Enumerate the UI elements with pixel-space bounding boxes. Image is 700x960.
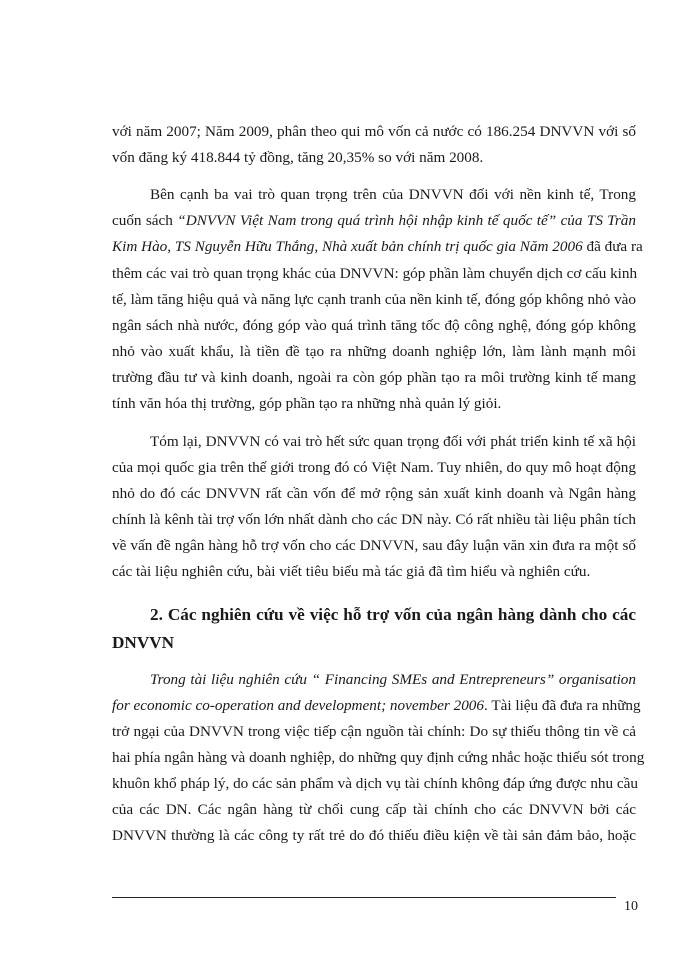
- paragraph-line: [112, 237, 643, 257]
- paragraph-line: trường đầu tư và kinh doanh, ngoài ra còn góp phần tạo ra môi trường kinh tế mang: [112, 369, 636, 386]
- footer-divider: [112, 897, 616, 898]
- paragraph-line: hai phía ngân hàng và doanh nghiệp, do những quy định cứng nhắc hoặc thiếu sót trong: [112, 749, 645, 766]
- paragraph-line: tính văn hóa thị trường, góp phần tạo ra những nhà quản lý giỏi.: [112, 395, 502, 412]
- source-title-italic: Trong tài liệu nghiên cứu “ Financing SMEs and Entrepreneurs” organisation: [150, 671, 636, 688]
- page-number: 10: [624, 899, 638, 914]
- paragraph-line: nhỏ vào xuất khẩu, là tiền đề tạo ra những doanh nghiệp lớn, làm lành mạnh môi: [112, 343, 636, 360]
- paragraph-line: của mọi quốc gia trên thế giới trong đó có Việt Nam. Tuy nhiên, do quy mô hoạt động: [112, 459, 636, 476]
- paragraph-line: Tóm lại, DNVVN có vai trò hết sức quan trọng đối với phát triển kinh tế xã hội: [150, 433, 636, 450]
- paragraph-line: vốn đăng ký 418.844 tỷ đồng, tăng 20,35% so với năm 2008.: [112, 149, 484, 166]
- plain-text: đã đưa ra: [582, 238, 643, 255]
- paragraph-line: khuôn khổ pháp lý, do các sản phẩm và dịch vụ tài chính không đáp ứng được nhu cầu: [112, 775, 638, 792]
- plain-text: . Tài liệu đã đưa ra những: [484, 697, 641, 714]
- paragraph-line: Bên cạnh ba vai trò quan trọng trên của DNVVN đối với nền kinh tế, Trong: [150, 186, 636, 203]
- paragraph-line: tế, làm tăng hiệu quả và năng lực cạnh tranh của nền kinh tế, đóng góp không nhỏ vào: [112, 291, 636, 308]
- book-title-italic: “DNVVN Việt Nam trong quá trình hội nhập kinh tế quốc tế” của TS Trần: [177, 212, 636, 229]
- source-publisher-italic: for economic co-operation and development; november 2006: [112, 697, 484, 714]
- paragraph-line: DNVVN thường là các công ty rất trẻ do đó thiếu điều kiện về tài sản đảm bảo, hoặc: [112, 827, 636, 844]
- paragraph-line: [112, 696, 641, 716]
- paragraph-line: các tài liệu nghiên cứu, bài viết tiêu biểu mà tác giả đã tìm hiểu và nghiên cứu.: [112, 563, 591, 580]
- paragraph-line: ngân sách nhà nước, đóng góp vào quá trình tăng tốc độ công nghệ, đóng góp không: [112, 317, 636, 334]
- book-author-italic: Kim Hào, TS Nguyễn Hữu Thắng, Nhà xuất bản chính trị quốc gia Năm 2006: [112, 238, 583, 255]
- section-heading-continuation: DNVVN: [112, 633, 175, 652]
- paragraph-line: nhỏ do đó các DNVVN rất cần vốn để mở rộng sản xuất kinh doanh và Ngân hàng: [112, 485, 636, 502]
- paragraph-line: với năm 2007; Năm 2009, phân theo qui mô vốn cả nước có 186.254 DNVVN với số: [112, 123, 636, 140]
- paragraph-line: của các DN. Các ngân hàng từ chối cung cấp tài chính cho các DNVVN bởi các: [112, 801, 636, 818]
- paragraph-line: [112, 211, 636, 231]
- paragraph-line: chính là kênh tài trợ vốn lớn nhất dành cho các DN này. Có rất nhiều tài liệu phân tích: [112, 511, 636, 528]
- plain-text: cuốn sách: [112, 212, 178, 229]
- paragraph-line: trở ngại của DNVVN trong việc tiếp cận nguồn tài chính: Do sự thiếu thông tin về cả: [112, 723, 636, 740]
- paragraph-line: về vấn đề ngân hàng hỗ trợ vốn cho các DNVVN, sau đây luận văn xin đưa ra một số: [112, 537, 636, 554]
- paragraph-line: thêm các vai trò quan trọng khác của DNVVN: góp phần làm chuyển dịch cơ cấu kinh: [112, 265, 638, 282]
- paragraph-line: [150, 670, 636, 690]
- section-heading: 2. Các nghiên cứu về việc hỗ trợ vốn của ngân hàng dành cho các: [150, 605, 636, 624]
